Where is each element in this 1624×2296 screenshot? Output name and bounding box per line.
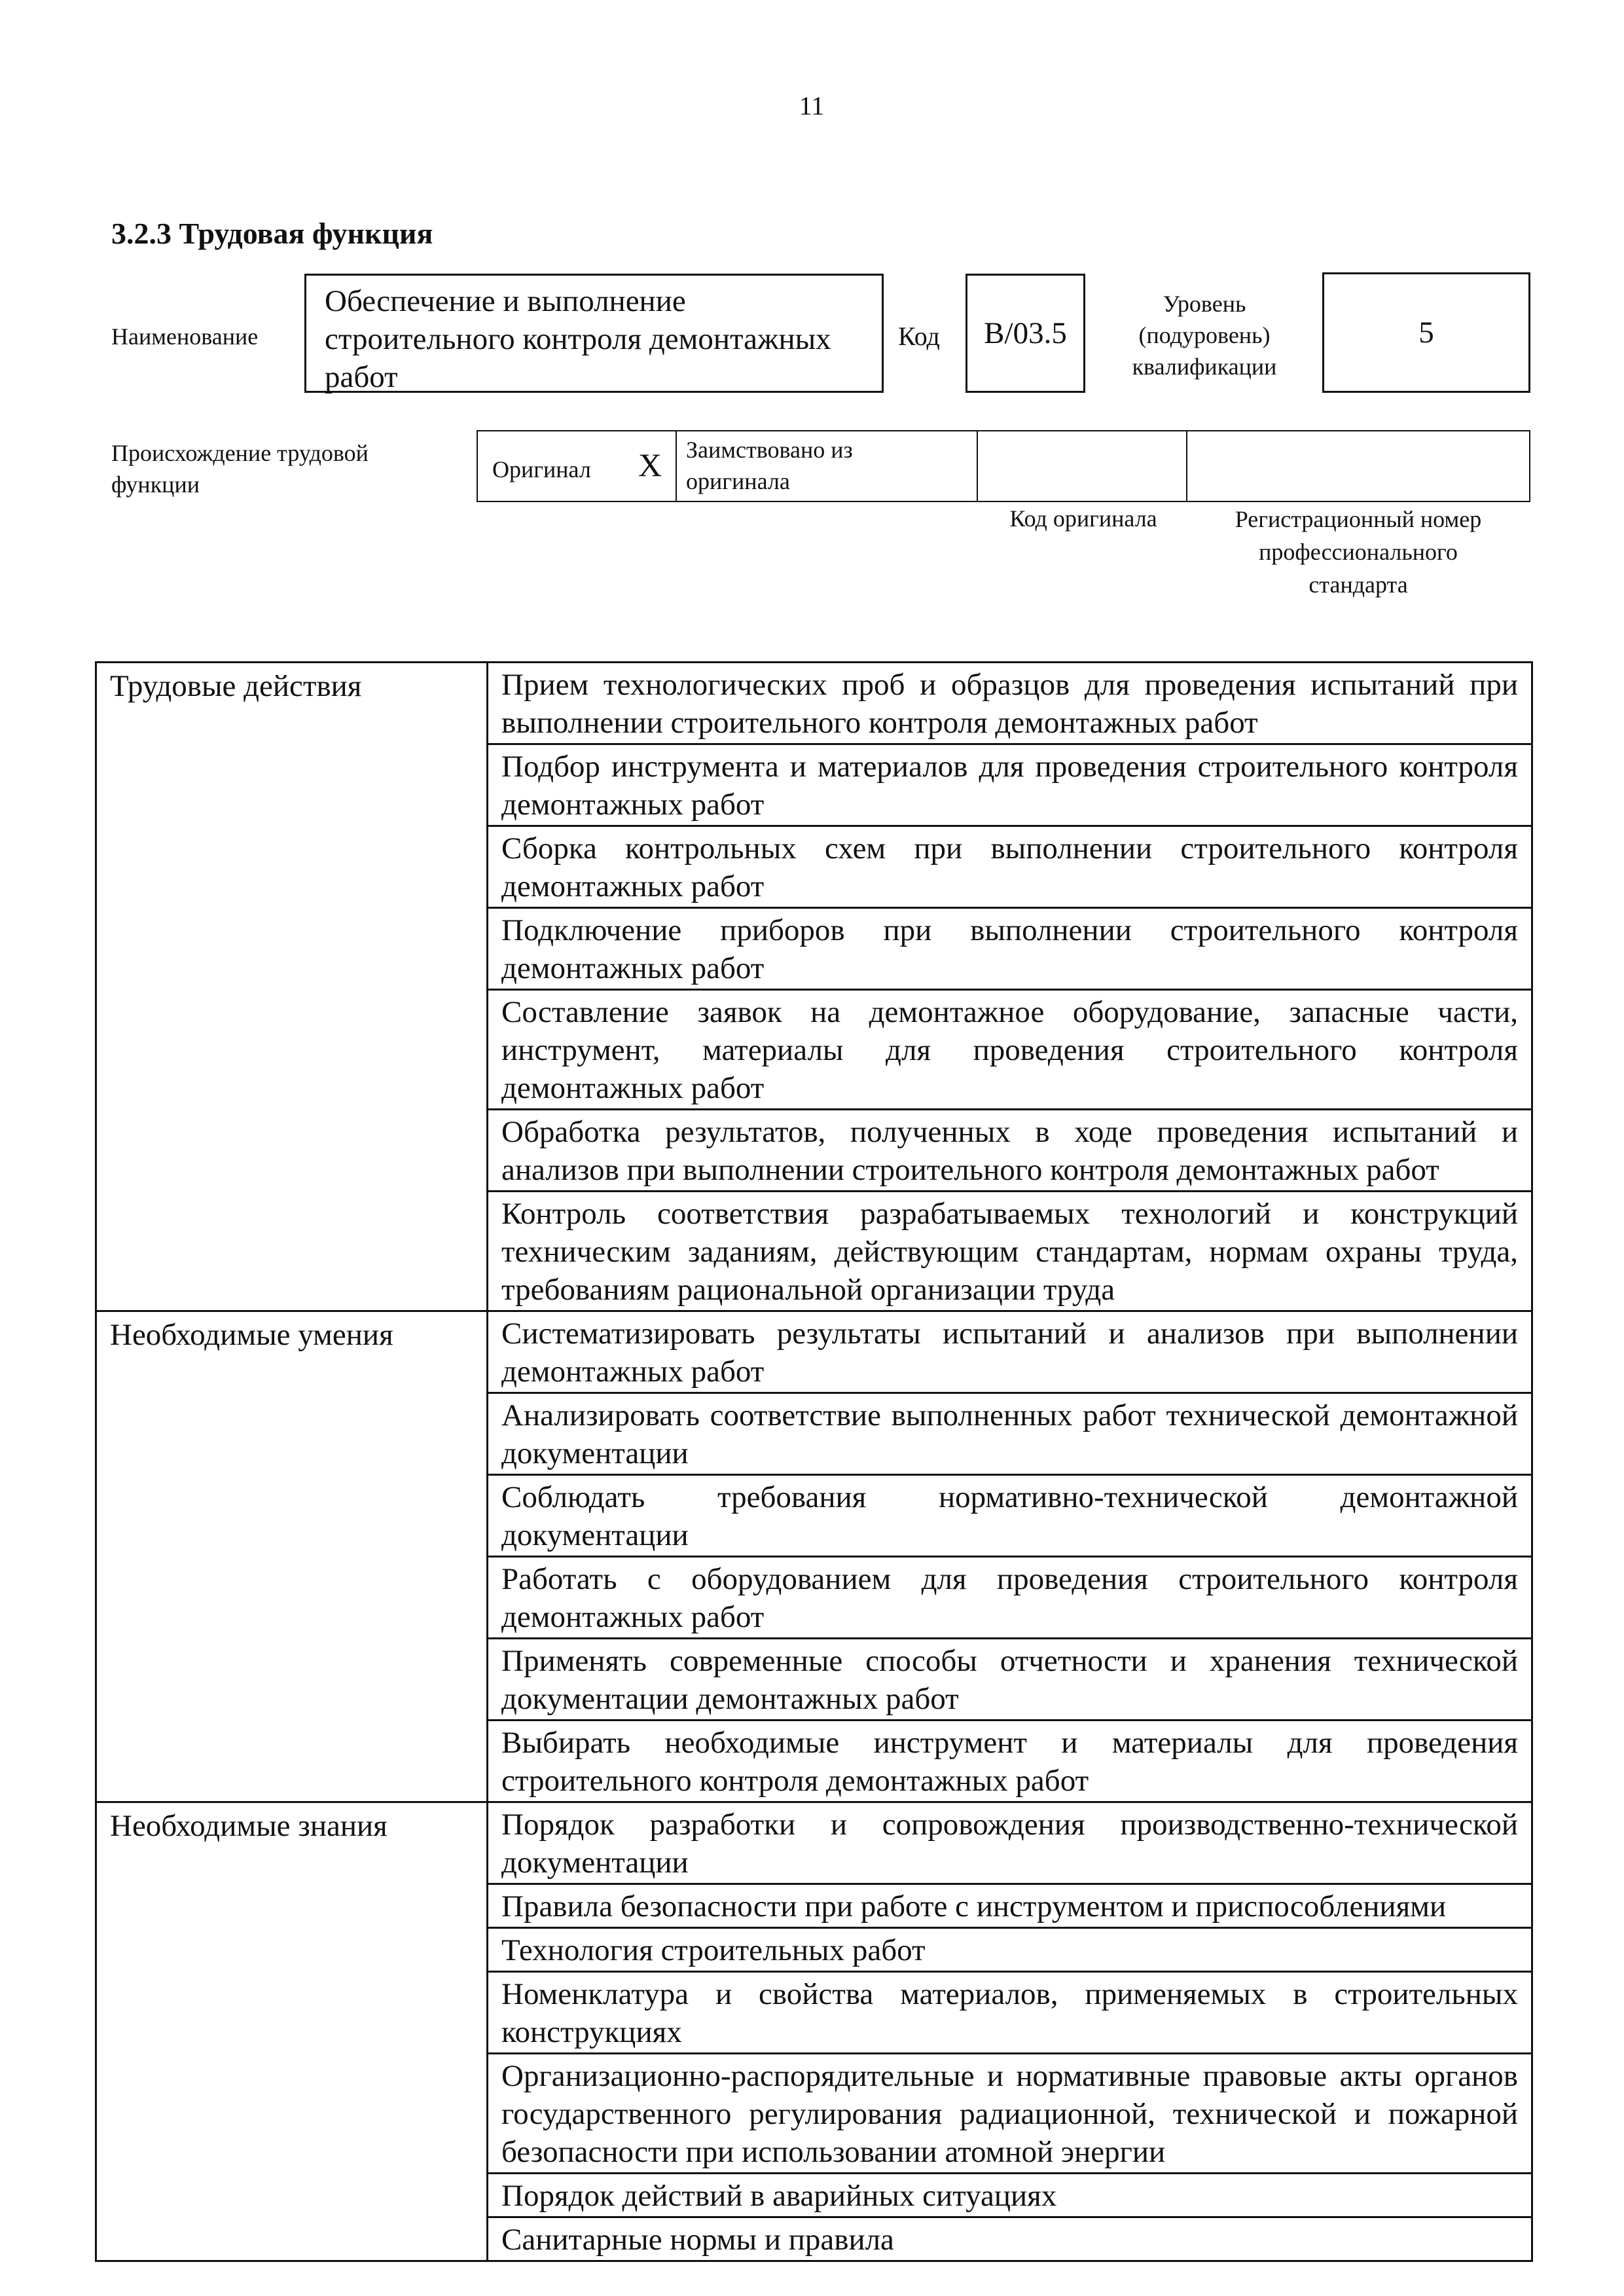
borrowed-label-line-1: Заимствовано из: [686, 437, 853, 463]
table-row: [96, 1802, 1532, 1884]
item-cell: Номенклатура и свойства материалов, применяемых в строительных конструкциях: [488, 1972, 1532, 2054]
code-label: Код: [898, 321, 940, 351]
item-cell: Порядок действий в аварийных ситуациях: [488, 2174, 1532, 2217]
original-mark: X: [638, 446, 662, 483]
original-label: Оригинал: [492, 456, 591, 483]
reg-caption-line-3: стандарта: [1308, 572, 1408, 598]
item-cell: Организационно-распорядительные и нормативные правовые акты органов государственного регулирования радиационной, технической и пожарной безопасности при использовании атомной энергии: [488, 2054, 1532, 2174]
item-cell: Соблюдать требования нормативно-технической демонтажной документации: [488, 1475, 1532, 1557]
reg-caption-line-2: профессионального: [1259, 539, 1458, 565]
function-table: [95, 661, 1533, 2262]
borrowed-label: [686, 434, 853, 497]
item-cell: Применять современные способы отчетности и хранения технической документации демонтажных работ: [488, 1639, 1532, 1721]
item-cell: Работать с оборудованием для проведения строительного контроля демонтажных работ: [488, 1557, 1532, 1639]
origin-table: [477, 430, 1530, 502]
item-cell: Систематизировать результаты испытаний и анализов при выполнении демонтажных работ: [488, 1311, 1532, 1393]
name-label: Наименование: [111, 323, 259, 350]
level-label-line-2: (подуровень): [1138, 322, 1271, 348]
level-label-line-1: Уровень: [1163, 291, 1246, 317]
category-cell: Необходимые знания: [96, 1802, 488, 2261]
origin-label-line-1: Происхождение трудовой: [111, 440, 369, 466]
item-cell: Выбирать необходимые инструмент и материалы для проведения строительного контроля демонтажных работ: [488, 1721, 1532, 1802]
reg-caption-line-1: Регистрационный номер: [1235, 506, 1482, 532]
level-label-line-3: квалификации: [1132, 354, 1277, 380]
item-cell: Сборка контрольных схем при выполнении строительного контроля демонтажных работ: [488, 826, 1532, 908]
item-cell: Санитарные нормы и правила: [488, 2217, 1532, 2261]
code-value: B/03.5: [965, 274, 1085, 393]
table-row: [96, 663, 1532, 744]
reg-number-caption: [1185, 503, 1532, 601]
code-original-caption: Код оригинала: [1009, 505, 1157, 532]
level-value: 5: [1322, 272, 1530, 393]
category-cell: Трудовые действия: [96, 663, 488, 1311]
origin-label-line-2: функции: [111, 471, 200, 498]
origin-label: [111, 437, 369, 500]
item-cell: Порядок разработки и сопровождения производственно-технической документации: [488, 1802, 1532, 1884]
category-cell: Необходимые умения: [96, 1311, 488, 1802]
borrowed-label-line-2: оригинала: [686, 468, 790, 494]
name-value: Обеспечение и выполнение строительного контроля демонтажных работ: [304, 274, 884, 393]
section-title: 3.2.3 Трудовая функция: [111, 217, 433, 250]
level-label: [1100, 288, 1309, 382]
item-cell: Составление заявок на демонтажное оборудование, запасные части, инструмент, материалы для проведения строительного контроля демонтажных работ: [488, 990, 1532, 1110]
page-number: 11: [799, 91, 825, 120]
table-row: [96, 1311, 1532, 1393]
item-cell: Контроль соответствия разрабатываемых технологий и конструкций техническим заданиям, действующим стандартам, нормам охраны труда, требованиям рациональной организации труда: [488, 1192, 1532, 1311]
item-cell: Подбор инструмента и материалов для проведения строительного контроля демонтажных работ: [488, 744, 1532, 826]
item-cell: Обработка результатов, полученных в ходе проведения испытаний и анализов при выполнении строительного контроля демонтажных работ: [488, 1110, 1532, 1192]
item-cell: Анализировать соответствие выполненных работ технической демонтажной документации: [488, 1393, 1532, 1475]
item-cell: Технология строительных работ: [488, 1928, 1532, 1972]
item-cell: Подключение приборов при выполнении строительного контроля демонтажных работ: [488, 908, 1532, 990]
item-cell: Правила безопасности при работе с инструментом и приспособлениями: [488, 1884, 1532, 1928]
item-cell: Прием технологических проб и образцов для проведения испытаний при выполнении строительного контроля демонтажных работ: [488, 663, 1532, 744]
